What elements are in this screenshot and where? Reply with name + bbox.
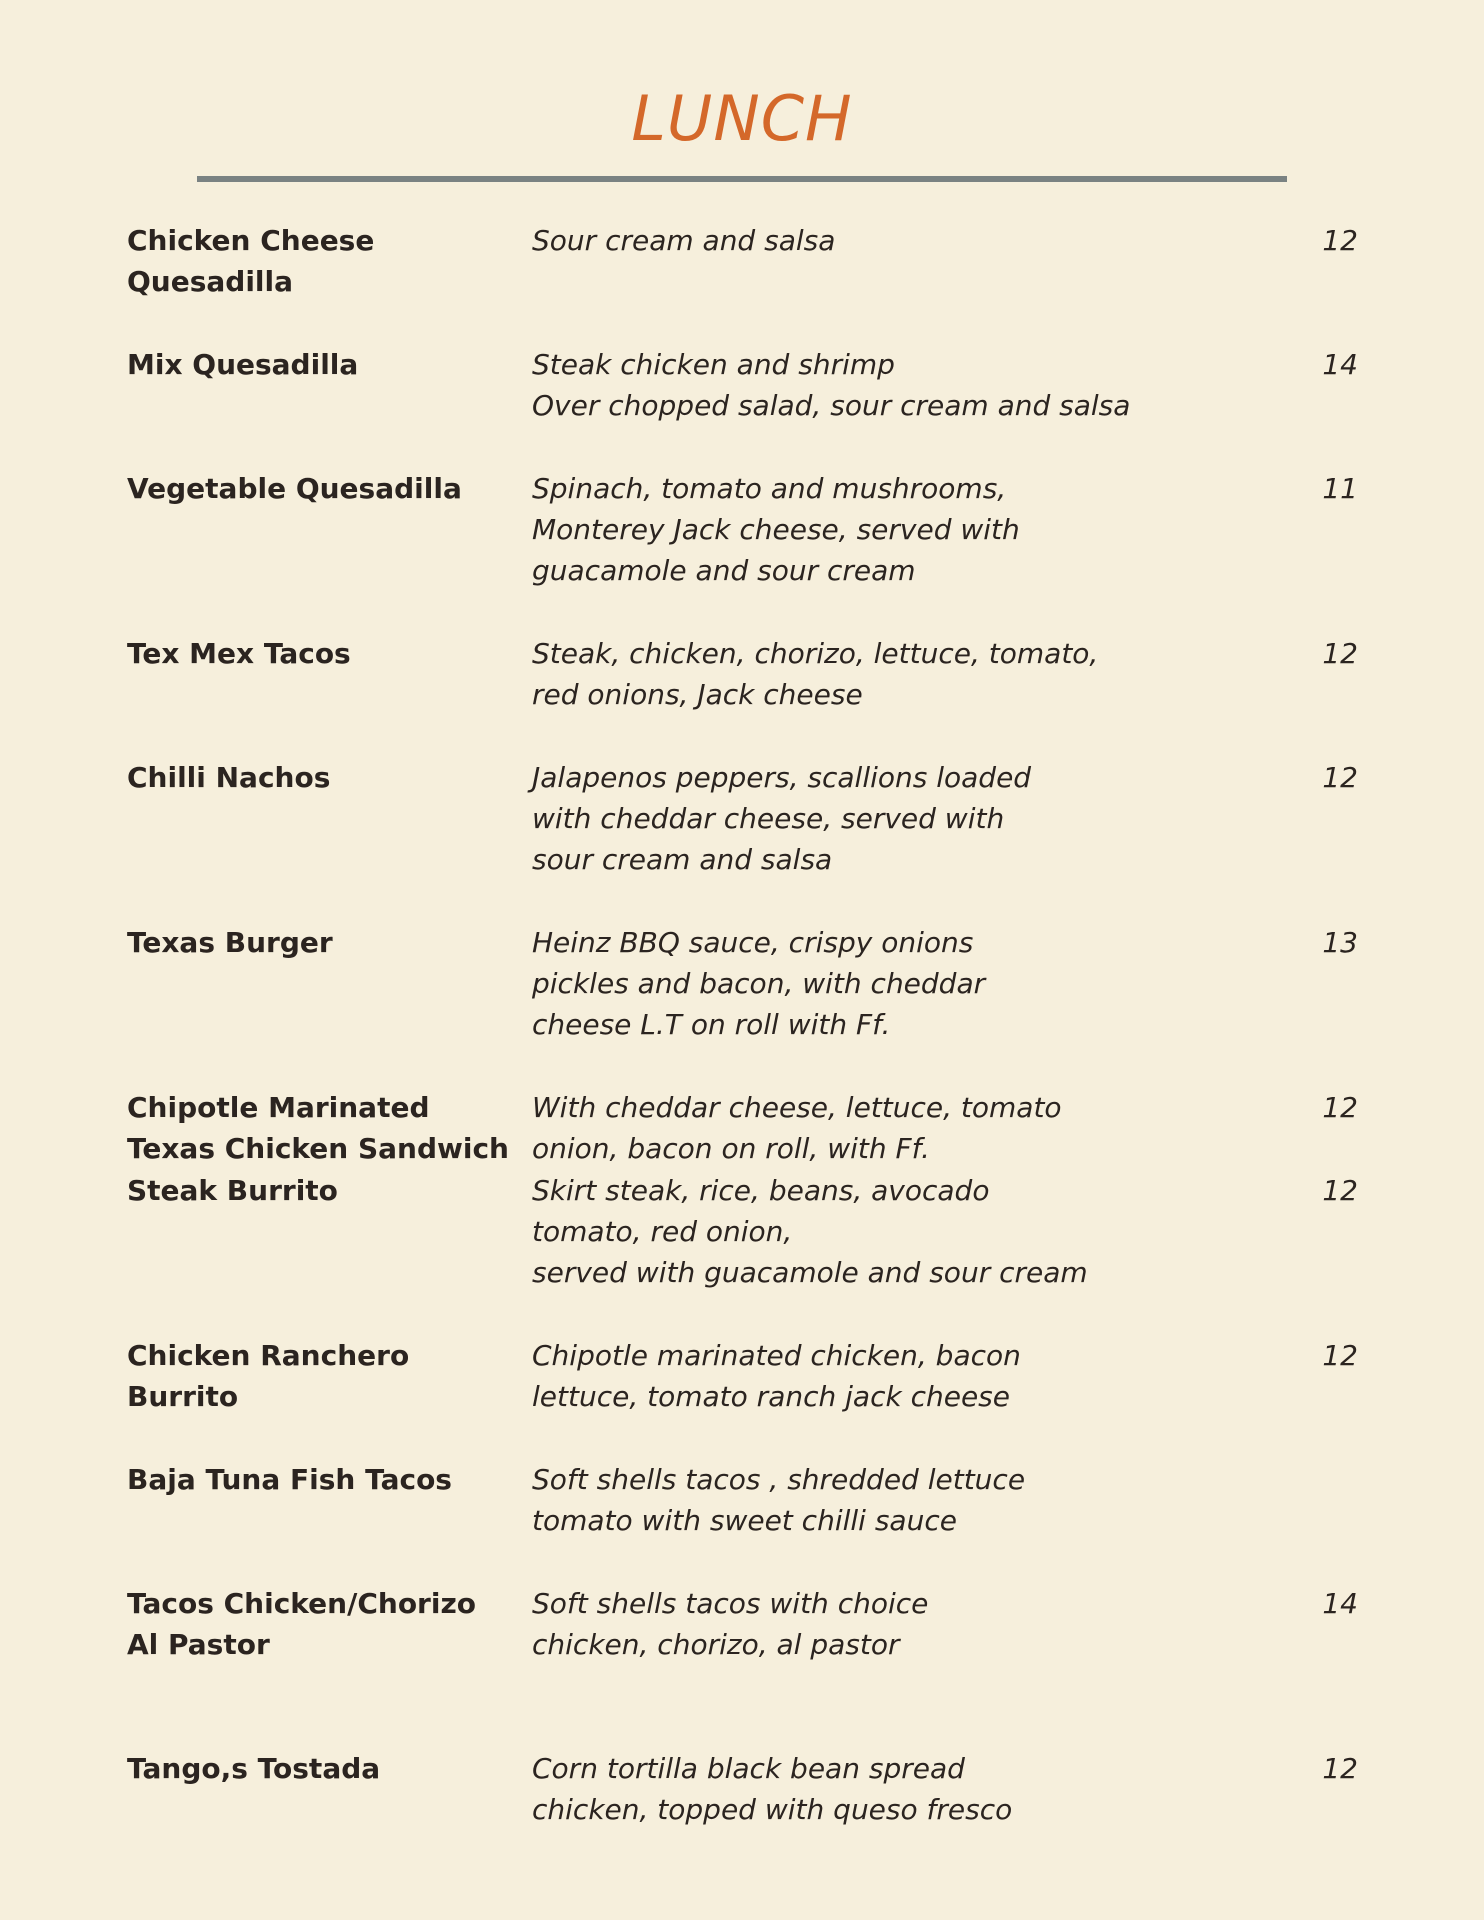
menu-item-name xyxy=(127,1748,527,1789)
menu-item-description-line: chicken, topped with queso fresco xyxy=(532,1793,1013,1826)
menu-item-name-line: Texas Chicken Sandwich xyxy=(127,1132,509,1165)
menu-item-description-line: Soft shells tacos , shredded lettuce xyxy=(532,1463,1026,1496)
menu-item-description-line: with cheddar cheese, served with xyxy=(532,802,1005,835)
menu-item-name xyxy=(127,633,527,674)
menu-item-description-line: pickles and bacon, with cheddar xyxy=(532,967,986,1000)
menu-item-description-line: guacamole and sour cream xyxy=(532,554,916,587)
menu-item-description-line: tomato with sweet chilli sauce xyxy=(532,1504,957,1537)
menu-item-name xyxy=(127,468,527,509)
menu-item-name-line: Al Pastor xyxy=(127,1628,270,1661)
menu-item-description-line: sour cream and salsa xyxy=(532,843,833,876)
menu-item-description-line: red onions, Jack cheese xyxy=(532,678,863,711)
menu-item-name-line: Chicken Cheese xyxy=(127,224,375,257)
menu-item-price: 12 xyxy=(1322,224,1358,257)
menu-item-description-line: tomato, red onion, xyxy=(532,1215,793,1248)
menu-item-description-line: lettuce, tomato ranch jack cheese xyxy=(532,1380,1010,1413)
menu-item-description-line: Monterey Jack cheese, served with xyxy=(532,513,1020,546)
menu-item-price: 12 xyxy=(1322,1339,1358,1372)
menu-item-name-line: Chicken Ranchero xyxy=(127,1339,410,1372)
menu-item-name xyxy=(127,922,527,963)
menu-item-name-line: Steak Burrito xyxy=(127,1174,338,1207)
menu-item-description-line: Over chopped salad, sour cream and salsa xyxy=(532,389,1131,422)
menu-item-name-line: Mix Quesadilla xyxy=(127,348,359,381)
menu-item-price: 14 xyxy=(1322,1587,1358,1620)
menu-item-price: 12 xyxy=(1322,637,1358,670)
menu-item-description xyxy=(532,757,1172,880)
menu-item-name-line: Quesadilla xyxy=(127,265,294,298)
menu-item-description xyxy=(532,922,1172,1045)
menu-item-name-line: Chilli Nachos xyxy=(127,761,331,794)
menu-item-description-line: Spinach, tomato and mushrooms, xyxy=(532,472,1007,505)
menu-item-description xyxy=(532,220,1172,261)
menu-item-description xyxy=(532,1459,1172,1541)
menu-item-name xyxy=(127,1087,527,1169)
menu-item-description-line: cheese L.T on roll with Ff. xyxy=(532,1008,891,1041)
menu-item-name-line: Texas Burger xyxy=(127,926,333,959)
menu-item-description-line: Skirt steak, rice, beans, avocado xyxy=(532,1174,990,1207)
menu-item-description xyxy=(532,1748,1172,1830)
menu-item-description xyxy=(532,468,1172,591)
menu-item-description-line: onion, bacon on roll, with Ff. xyxy=(532,1132,930,1165)
menu-item-description xyxy=(532,344,1172,426)
menu-item-description-line: Sour cream and salsa xyxy=(532,224,836,257)
menu-item-name-line: Vegetable Quesadilla xyxy=(127,472,462,505)
menu-item-name xyxy=(127,220,527,302)
menu-item-description-line: With cheddar cheese, lettuce, tomato xyxy=(532,1091,1062,1124)
menu-item-description-line: Soft shells tacos with choice xyxy=(532,1587,929,1620)
menu-item-name-line: Chipotle Marinated xyxy=(127,1091,430,1124)
title-divider xyxy=(197,176,1287,182)
menu-item-name xyxy=(127,757,527,798)
menu-item-description-line: Steak chicken and shrimp xyxy=(532,348,895,381)
menu-item-name-line: Baja Tuna Fish Tacos xyxy=(127,1463,452,1496)
menu-item-price: 12 xyxy=(1322,1752,1358,1785)
menu-item-description-line: Jalapenos peppers, scallions loaded xyxy=(532,761,1032,794)
menu-item-description xyxy=(532,633,1172,715)
menu-title: LUNCH xyxy=(631,82,853,155)
menu-item-description-line: Steak, chicken, chorizo, lettuce, tomato, xyxy=(532,637,1099,670)
menu-item-description xyxy=(532,1087,1172,1169)
menu-item-name-line: Tacos Chicken/Chorizo xyxy=(127,1587,476,1620)
menu-item-name xyxy=(127,344,527,385)
menu-item-description xyxy=(532,1583,1172,1665)
menu-item-name xyxy=(127,1583,527,1665)
menu-item-price: 12 xyxy=(1322,1174,1358,1207)
menu-item-description-line: Chipotle marinated chicken, bacon xyxy=(532,1339,1021,1372)
menu-item-price: 12 xyxy=(1322,761,1358,794)
menu-item-price: 14 xyxy=(1322,348,1358,381)
menu-item-price: 12 xyxy=(1322,1091,1358,1124)
menu-item-name xyxy=(127,1459,527,1500)
menu-item-description-line: served with guacamole and sour cream xyxy=(532,1256,1088,1289)
menu-item-description xyxy=(532,1335,1172,1417)
menu-item-name xyxy=(127,1170,527,1211)
menu-item-description-line: Corn tortilla black bean spread xyxy=(532,1752,965,1785)
menu-item-description xyxy=(532,1170,1172,1293)
menu-item-name-line: Tango,s Tostada xyxy=(127,1752,381,1785)
menu-item-name xyxy=(127,1335,527,1417)
menu-item-price: 13 xyxy=(1322,926,1358,959)
menu-item-price: 11 xyxy=(1322,472,1358,505)
menu-item-name-line: Tex Mex Tacos xyxy=(127,637,351,670)
menu-item-name-line: Burrito xyxy=(127,1380,239,1413)
menu-item-description-line: chicken, chorizo, al pastor xyxy=(532,1628,900,1661)
menu-item-description-line: Heinz BBQ sauce, crispy onions xyxy=(532,926,974,959)
